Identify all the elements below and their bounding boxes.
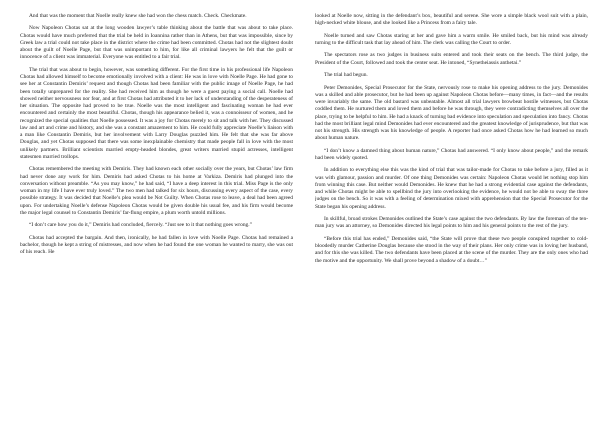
paragraph: Chotas had accepted the bargain. And then, ironically, he had fallen in love with Noelle Page. Chotas had remained a bachelor, though he kept a string of mistresses, and now when he had found the one woman he wanted to marry, she was out of his reach. He [20, 234, 293, 256]
paragraph: Chotas remembered the meeting with Demiris. They had known each other socially over the years, but Chotas’ law firm had never done any work for him. Demiris had asked Chotas to his home at Varkiza. Demiris had plunged into the conversation without preamble. “As you may know,” he had said, “I have a deep interest in this trial. Miss Page is the only woman in my life I have ever truly loved.” The two men had talked for six hours, discussing every aspect of the case, every possible strategy. It was decided that Noelle’s plea would be Not Guilty. When Chotas rose to leave, a deal had been agreed upon. For undertaking Noelle’s defense Napoleon Chotas would be given double his usual fee, and his firm would become the major legal counsel to Constantin Demiris’ far-flung empire, a plum worth untold millions. [20, 166, 293, 216]
paragraph: “I don’t know a damned thing about human nature,” Chotas had answered. “I only know about people,” and the remark had been widely quoted. [315, 147, 588, 161]
right-text-column [315, 13, 588, 424]
paragraph: looked at Noelle now, sitting in the defendant’s box, beautiful and serene. She wore a simple black wool suit with a plain, high-necked white blouse, and she looked like a Princess from a fairy tale. [315, 13, 588, 27]
paragraph: In skillful, broad strokes Demonides outlined the State’s case against the two defendants. By law the foreman of the ten-man jury was an attorney, so Demonides directed his legal points to him and his general points to the rest of the jury. [315, 216, 588, 230]
paragraph: The trial that was about to begin, however, was something different. For the first time in his professional life Napoleon Chotas had allowed himself to become emotionally involved with a client: He was in love with Noelle Page. He had gone to see her at Constantin Demiris’ request and though Chotas had been familiar with the public image of Noelle Page, he had been totally unprepared for the reality. She had received him as though he were a guest paying a social call. Noelle had showed neither nervousness nor fear, and at first Chotas had attributed it to her lack of understanding of the desperateness of her situation. The opposite had proved to be true. Noelle was the most intelligent and fascinating woman he had ever encountered and certainly the most beautiful. Chotas, though his appearance belied it, was a connoisseur of women, and he recognized the special qualities that Noelle possessed. It was a joy for Chotas merely to sit and talk with her. They discussed law and art and crime and history, and she was a constant amazement to him. He could fully appreciate Noelle’s liaison with a man like Constantin Demiris, but her involvement with Larry Douglas puzzled him. He felt that she was far above Douglas, and yet Chotas supposed that there was some inexplainable chemistry that made people fall in love with the most unlikely partners. Brilliant scientists married empty-headed blondes, great writers married stupid actresses, intelligent statesmen married trollops. [20, 66, 293, 160]
paragraph: “I don’t care how you do it,” Demiris had concluded, fiercely. “Just see to it that nothing goes wrong.” [29, 222, 253, 229]
paragraph: Noelle turned and saw Chotas staring at her and gave him a warm smile. He smiled back, but his mind was already turning to the difficult task that lay ahead of him. The clerk was calling the Court to order. [315, 32, 588, 46]
paragraph: “Before this trial has ended,” Demonides said, “the State will prove that these two people conspired together to cold-bloodedly murder Catherine Douglas because she stood in the way of their plans. Her only crime was in loving her husband, and for this she was killed. The two defendants have been placed at the scene of the murder. They are the only ones who had the motive and the opportunity. We shall prove beyond a shadow of a doubt…” [315, 235, 588, 264]
paragraph: Now Napoleon Chotas sat at the long wooden lawyer’s table thinking about the battle that was about to take place. Chotas would have much preferred that the trial be held in Ioannina rather than in Athens, but that was impossible, since by Greek law a trial could not take place in the district where the crime had been committed. Chotas had not the slightest doubt about the guilt of Noelle Page, but that was unimportant to him, for like all criminal lawyers he felt that the guilt or innocence of a client was immaterial. Everyone was entitled to a fair trial. [20, 25, 293, 61]
paragraph: In addition to everything else this was the kind of trial that was tailor-made for Chotas to take before a jury, filled as it was with glamour, passion and murder. Of one thing Demonides was certain: Napoleon Chotas would let nothing stop him from winning this case. But neither would Demonides. He knew that he had a strong evidential case against the defendants, and while Chotas might be able to spellbind the jury into overlooking the evidence, he would not be able to sway the three judges on the bench. So it was with a feeling of determination mixed with apprehension that the Special Prosecutor for the State began his opening address. [315, 167, 588, 210]
left-text-column [20, 13, 293, 424]
paragraph: And that was the moment that Noelle really knew she had won the chess match. Check. Checkmate. [29, 13, 247, 19]
paragraph: The trial had begun. [324, 72, 368, 79]
paragraph: The spectators rose as two judges in business suits entered and took their seats on the bench. The third judge, the President of the Court, followed and took the center seat. He intoned, “Synetheiassis anthetai.” [315, 52, 588, 66]
paragraph: Peter Demonides, Special Prosecutor for the State, nervously rose to make his opening address to the jury. Demonides was a skilled and able prosecutor, but he had been up against Napoleon Chotas before—many times, in fact—and the results were invariably the same. The old bastard was unbeatable. Almost all trial lawyers browbeat hostile witnesses, but Chotas coddled them. He nurtured them and loved them and before he was through, they were contradicting themselves all over the place, trying to be helpful to him. He had a knack of turning bad evidence into speculation and speculation into fancy. Chotas had the most brilliant legal mind Demonides had ever encountered and the greatest knowledge of jurisprudence, but that was not his strength. His strength was his knowledge of people. A reporter had once asked Chotas how he had learned so much about human nature. [315, 84, 588, 142]
